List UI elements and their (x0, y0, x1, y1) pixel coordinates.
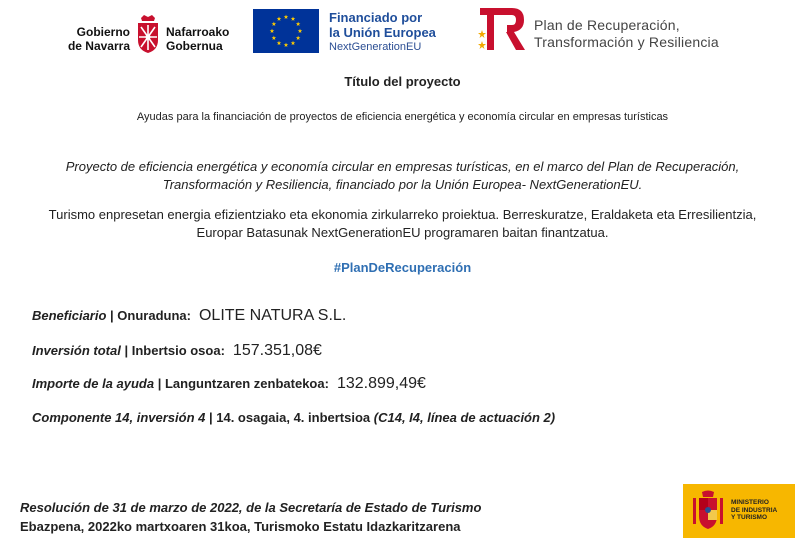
project-title: Título del proyecto (344, 74, 461, 89)
description-eu: Turismo enpresetan energia efizientziako eta ekonomia zirkularreko proiektua. Berreskuratze, Eraldaketa eta Erresilientzia, Europar Batasunak NextGenerationEU programaren baitan finantzatua. (48, 207, 757, 240)
importe-value: 132.899,49€ (336, 375, 426, 392)
beneficiario-value: OLITE NATURA S.L. (198, 307, 347, 324)
footer-line-es: Resolución de 31 de marzo de 2022, de la Secretaría de Estado de Turismo (20, 500, 482, 515)
componente-sep: | (205, 410, 217, 425)
componente-label-eu: 14. osagaia, 4. inbertsioa (216, 410, 371, 425)
importe-sep: | (154, 376, 165, 391)
inversion-sep: | (120, 343, 132, 358)
navarra-text-es (62, 25, 130, 53)
logo-header (0, 0, 805, 60)
navarra-es-line1: Gobierno (76, 25, 130, 39)
field-beneficiario (32, 307, 346, 325)
description-es: Proyecto de eficiencia energética y economía circular en empresas turísticas, en el marco del Plan de Recuperación, Transformación y Resiliencia, financiado por la Unión Europea- NextGenerationEU. (65, 159, 740, 192)
prtr-tr-icon (478, 6, 528, 52)
beneficiario-label-es: Beneficiario (32, 308, 107, 323)
eu-line1: Financiado por (329, 10, 423, 25)
navarra-eu-line1: Nafarroako (166, 25, 230, 39)
hashtag: #PlanDeRecuperación (333, 260, 472, 275)
field-inversion (32, 342, 322, 360)
beneficiario-sep: | (106, 308, 118, 323)
componente-suffix-es: (C14, I4, línea de actuación 2) (370, 410, 556, 425)
inversion-label-eu: Inbertsio osoa: (131, 343, 225, 358)
footer-resolution (20, 498, 481, 536)
inversion-value: 157.351,08€ (232, 342, 322, 359)
field-importe (32, 375, 426, 393)
navarra-text-eu (166, 25, 246, 53)
inversion-label-es: Inversión total (32, 343, 121, 358)
eu-nextgen-logo (253, 9, 453, 53)
ministerio-line2: DE INDUSTRIA (731, 506, 778, 514)
navarra-eu-line2: Gobernua (166, 39, 223, 53)
eu-line2: la Unión Europea (329, 25, 436, 40)
prtr-line1: Plan de Recuperación, (534, 17, 680, 33)
spain-coat-of-arms-icon (691, 490, 725, 532)
ministerio-line3: Y TURISMO (731, 514, 767, 521)
footer-line-eu: Ebazpena, 2022ko martxoaren 31koa, Turismoko Estatu Idazkaritzarena (20, 519, 461, 534)
importe-label-eu: Languntzaren zenbatekoa: (164, 376, 329, 391)
beneficiario-label-eu: Onuraduna: (117, 308, 191, 323)
importe-label-es: Importe de la ayuda (32, 376, 155, 391)
eu-line3: NextGenerationEU (329, 41, 422, 53)
prtr-text (534, 17, 719, 51)
plan-recuperacion-logo (478, 6, 748, 54)
navarra-shield-icon (135, 14, 161, 54)
prtr-line2: Transformación y Resiliencia (534, 34, 719, 50)
field-componente (32, 410, 555, 425)
eu-text (329, 10, 436, 55)
ministerio-text (731, 499, 777, 522)
ministerio-industria-logo (683, 484, 795, 538)
navarra-es-line2: de Navarra (67, 39, 130, 53)
gobierno-navarra-logo (62, 14, 232, 54)
project-subtitle: Ayudas para la financiación de proyectos de eficiencia energética y economía circular en empresas turísticas (136, 111, 669, 123)
eu-flag-icon (253, 9, 319, 53)
ministerio-line1: MINISTERIO (731, 499, 769, 506)
componente-label-es: Componente 14, inversión 4 (32, 410, 206, 425)
